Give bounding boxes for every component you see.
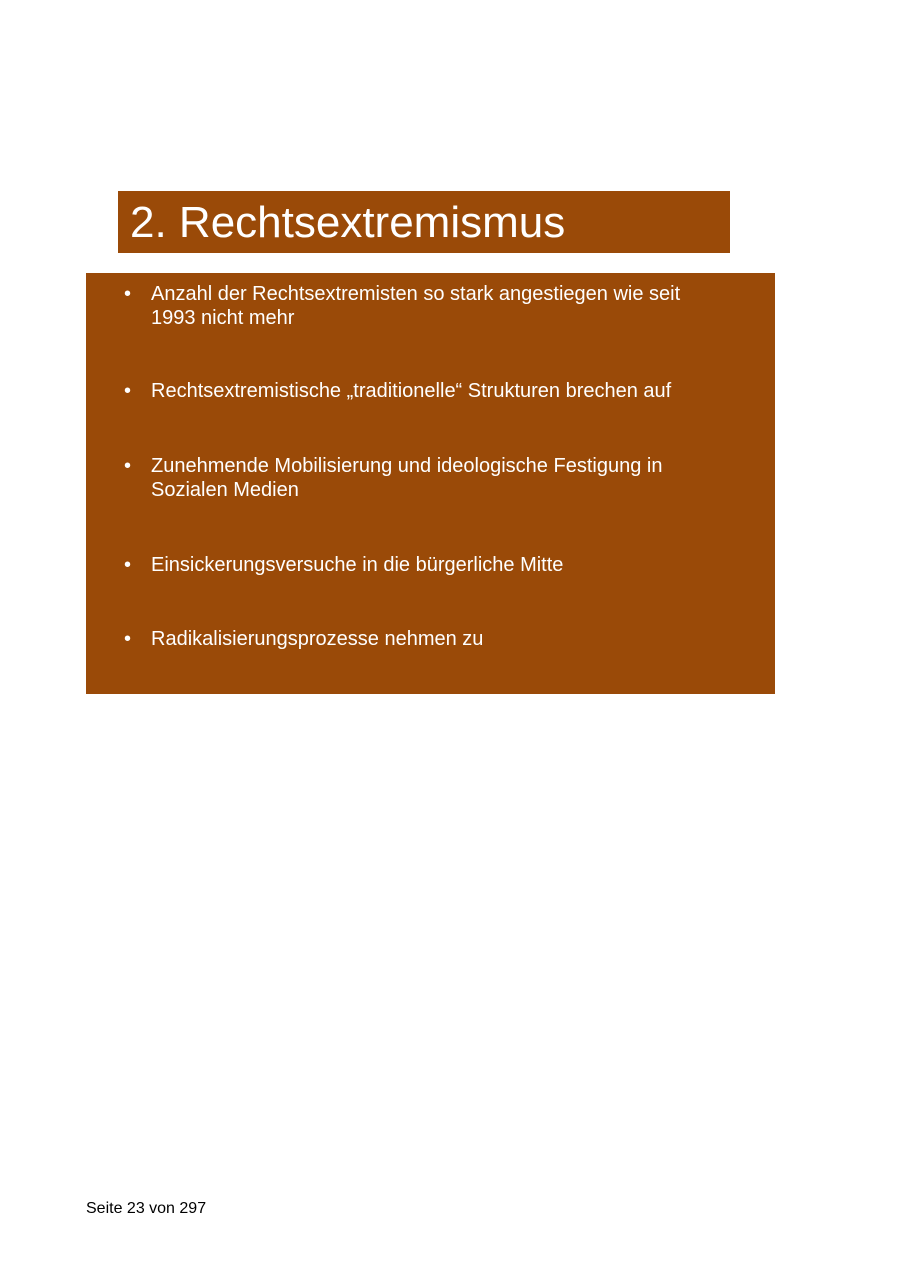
list-item-text: Zunehmende Mobilisierung und ideologische Festigung in Sozialen Medien xyxy=(151,455,663,501)
list-item xyxy=(124,282,724,330)
bullet-icon: • xyxy=(124,283,132,305)
list-item-text: Einsickerungsversuche in die bürgerliche Mitte xyxy=(151,554,564,576)
list-item xyxy=(124,379,724,403)
bullet-icon: • xyxy=(124,554,132,576)
bullet-list-panel xyxy=(86,273,775,694)
section-title-banner xyxy=(118,191,730,253)
page-number: Seite 23 von 297 xyxy=(86,1200,207,1217)
list-item xyxy=(124,553,724,577)
list-item xyxy=(124,627,724,651)
list-item xyxy=(124,454,724,502)
bullet-icon: • xyxy=(124,455,132,477)
bullet-icon: • xyxy=(124,380,132,402)
section-title: 2. Rechtsextremismus xyxy=(130,198,566,247)
list-item-text: Anzahl der Rechtsextremisten so stark angestiegen wie seit 1993 nicht mehr xyxy=(151,283,681,329)
list-item-text: Rechtsextremistische „traditionelle“ Strukturen brechen auf xyxy=(151,380,672,402)
bullet-icon: • xyxy=(124,628,132,650)
list-item-text: Radikalisierungsprozesse nehmen zu xyxy=(151,628,484,650)
